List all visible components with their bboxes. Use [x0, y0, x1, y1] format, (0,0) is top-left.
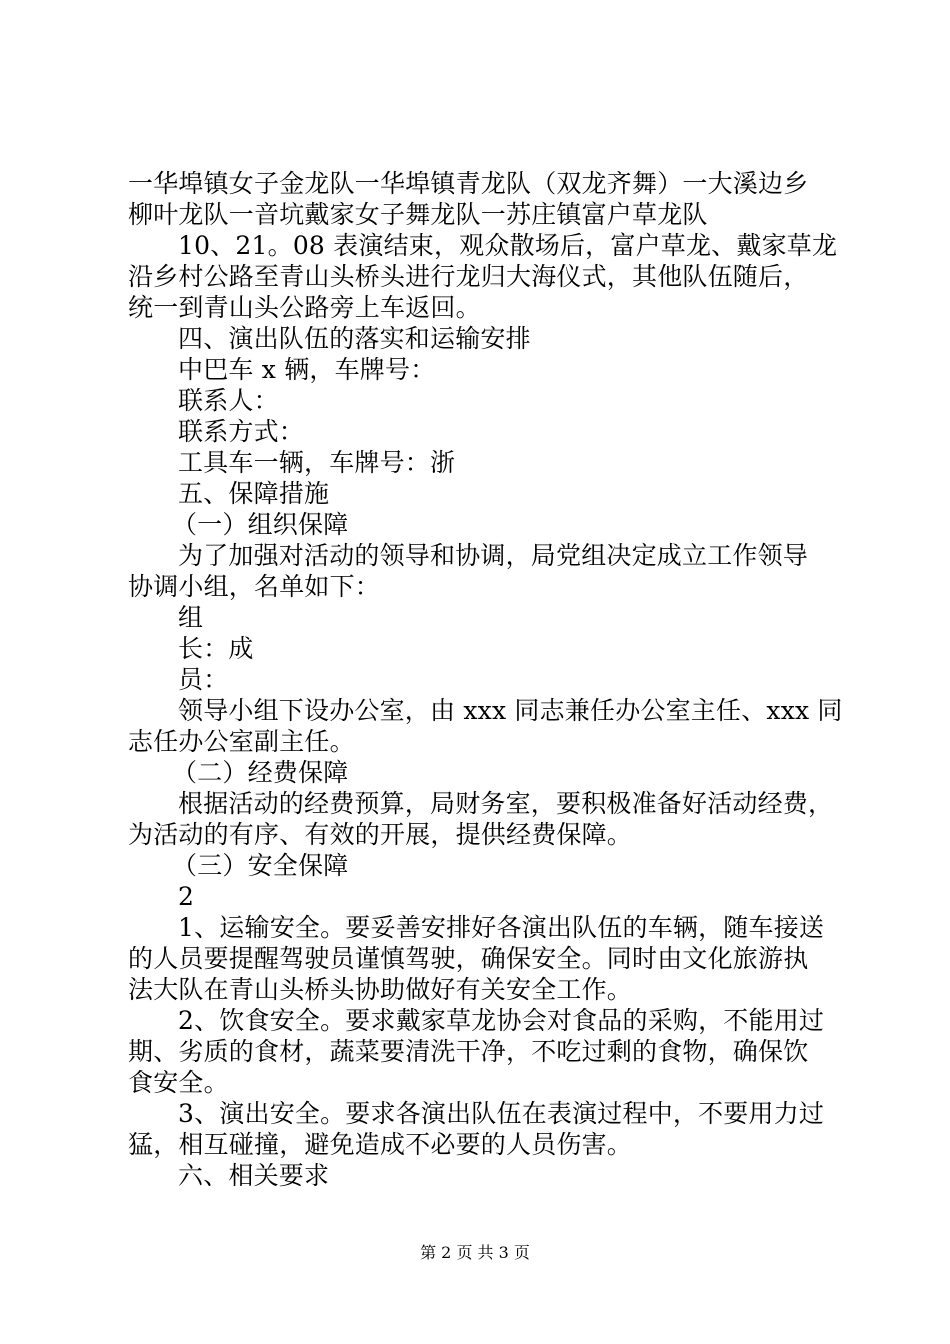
text-line: 统一到青山头公路旁上车返回。 — [128, 293, 481, 322]
text-line: 组 — [178, 603, 204, 632]
section-heading: 六、相关要求 — [178, 1161, 330, 1190]
text-line: 一华埠镇女子金龙队一华埠镇青龙队（双龙齐舞）一大溪边乡 — [128, 169, 809, 198]
text-line: 联系人： — [178, 386, 279, 415]
text-line: 工具车一辆，车牌号：浙 — [178, 448, 456, 477]
text-line: 员： — [178, 665, 229, 694]
text-line: 沿乡村公路至青山头桥头进行龙归大海仪式，其他队伍随后， — [128, 262, 809, 291]
text-line: 志任办公室副主任。 — [128, 727, 355, 756]
subsection-heading: （三）安全保障 — [172, 851, 349, 880]
text-line: 长：成 — [178, 634, 254, 663]
section-heading: 四、演出队伍的落实和运输安排 — [178, 324, 531, 353]
text-line: 为了加强对活动的领导和协调，局党组决定成立工作领导 — [178, 541, 809, 570]
subsection-heading: （二）经费保障 — [172, 758, 349, 787]
text-line: 期、劣质的食材，蔬菜要清洗干净，不吃过剩的食物，确保饮 — [128, 1037, 809, 1066]
document-body — [128, 168, 843, 1191]
text-line: 的人员要提醒驾驶员谨慎驾驶，确保安全。同时由文化旅游执 — [128, 944, 809, 973]
text-line: 中巴车 x 辆，车牌号： — [178, 355, 436, 384]
page-number-footer: 第 2 页 共 3 页 — [420, 1243, 530, 1262]
text-line: 领导小组下设办公室，由 xxx 同志兼任办公室主任、xxx 同 — [178, 696, 843, 725]
text-line: 为活动的有序、有效的开展，提供经费保障。 — [128, 820, 633, 849]
text-line: 10、21。08 表演结束，观众散场后，富户草龙、戴家草龙 — [178, 231, 838, 260]
text-line: 食安全。 — [128, 1068, 229, 1097]
text-line: 法大队在青山头桥头协助做好有关安全工作。 — [128, 975, 633, 1004]
text-line: 2 — [178, 882, 195, 911]
text-line: 联系方式： — [178, 417, 305, 446]
subsection-heading: （一）组织保障 — [172, 510, 349, 539]
text-line: 根据活动的经费预算，局财务室，要积极准备好活动经费， — [178, 789, 834, 818]
text-line: 2、饮食安全。要求戴家草龙协会对食品的采购，不能用过 — [178, 1006, 825, 1035]
text-line: 柳叶龙队一音坑戴家女子舞龙队一苏庄镇富户草龙队 — [128, 200, 708, 229]
text-line: 猛，相互碰撞，避免造成不必要的人员伤害。 — [128, 1130, 633, 1159]
text-line: 3、演出安全。要求各演出队伍在表演过程中，不要用力过 — [178, 1099, 825, 1128]
section-heading: 五、保障措施 — [178, 479, 330, 508]
text-line: 1、运输安全。要妥善安排好各演出队伍的车辆，随车接送 — [178, 913, 825, 942]
text-line: 协调小组，名单如下： — [128, 572, 381, 601]
